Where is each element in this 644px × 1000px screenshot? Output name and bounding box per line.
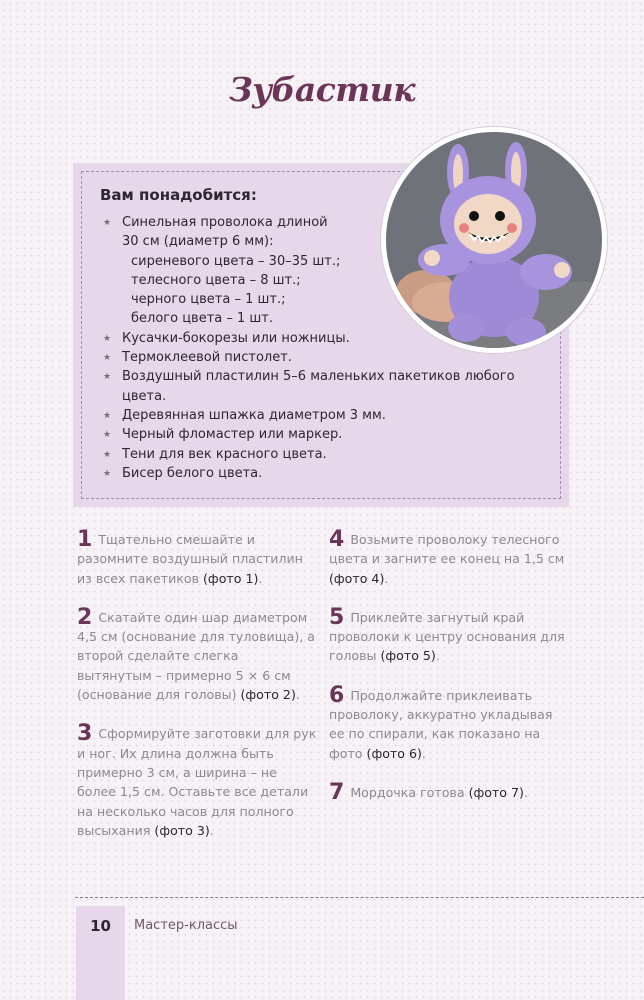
materials-item-continuation: 30 см (диаметр 6 мм): [122,234,274,250]
photo-reference: (фото 2) [240,687,296,703]
step-text: Скатайте один шар диаметром 4,5 см (основание для туловища), а второй сделайте слегка вытянутым – примерно 5 × 6 см (основание для головы) [77,609,315,703]
step-3 [77,721,317,840]
materials-item: ★ Черный фломастер или маркер. [100,425,555,444]
materials-item-continuation: телесного цвета – 8 шт.; [131,272,301,288]
photo-reference: (фото 4) [329,570,385,586]
photo-reference: (фото 5) [380,648,436,664]
purple-monster-toy-photo [386,132,602,348]
step-text: Продолжайте приклеивать проволоку, аккуратно укладывая ее по спирали, как показано на фото [329,687,553,761]
step-end: . [209,822,214,838]
steps-column-left [77,527,317,840]
page-title: Зубастик [228,70,416,109]
photo-reference: (фото 3) [154,822,210,838]
materials-heading: Вам понадобится: [100,186,257,204]
section-name: Мастер-классы [134,918,238,933]
step-end: . [523,784,528,800]
materials-item: ★ Деревянная шпажка диаметром 3 мм. [100,406,555,425]
step-2 [77,604,317,704]
step-end: . [421,745,426,761]
step-text: Сформируйте заготовки для рук и ног. Их длина должна быть примерно 3 см, а ширина – не более 1,5 см. Оставьте все детали на несколько часов для полного высыхания [77,726,317,838]
photo-circle [381,127,607,353]
materials-item-continuation: белого цвета – 1 шт. [131,311,274,327]
materials-item: ★ Синельная проволока длиной [100,213,555,232]
photo-reference: (фото 1) [203,570,259,586]
steps-column-right [329,527,569,805]
step-number: 7 [329,779,345,805]
step-number: 3 [77,721,93,747]
step-text: Возьмите проволоку телесного цвета и загните ее конец на 1,5 см [329,532,565,567]
step-number: 5 [329,604,345,630]
step-5 [329,604,569,666]
step-number: 1 [77,527,93,552]
materials-item: ★ Тени для век красного цвета. [100,445,555,464]
materials-item-continuation: черного цвета – 1 шт.; [131,292,286,308]
step-number: 2 [77,604,93,630]
step-7 [329,779,569,805]
step-4 [329,527,569,588]
materials-item: ★ Воздушный пластилин 5–6 маленьких пакетиков любого [100,367,555,386]
materials-item: ★ Бисер белого цвета. [100,464,555,483]
materials-item: ★ Кусачки-бокорезы или ножницы. [100,329,555,348]
step-end: . [295,687,300,703]
step-text: Приклейте загнутый край проволоки к центру основания для головы [329,609,565,664]
step-1 [77,527,317,588]
step-end: . [258,570,263,586]
materials-item-continuation: цвета. [122,388,167,404]
step-end: . [435,648,440,664]
footer-divider [75,897,644,898]
step-number: 4 [329,527,345,552]
page-number: 10 [90,917,111,935]
photo-reference: (фото 7) [468,784,524,800]
step-number: 6 [329,682,345,708]
step-text: Мордочка готова [350,784,465,800]
materials-item: ★ Термоклеевой пистолет. [100,348,555,367]
materials-item-continuation: сиреневого цвета – 30–35 шт.; [131,253,341,269]
photo-reference: (фото 6) [366,745,422,761]
step-end: . [384,570,389,586]
step-text: Тщательно смешайте и разомните воздушный пластилин из всех пакетиков [77,532,303,586]
step-6 [329,682,569,763]
